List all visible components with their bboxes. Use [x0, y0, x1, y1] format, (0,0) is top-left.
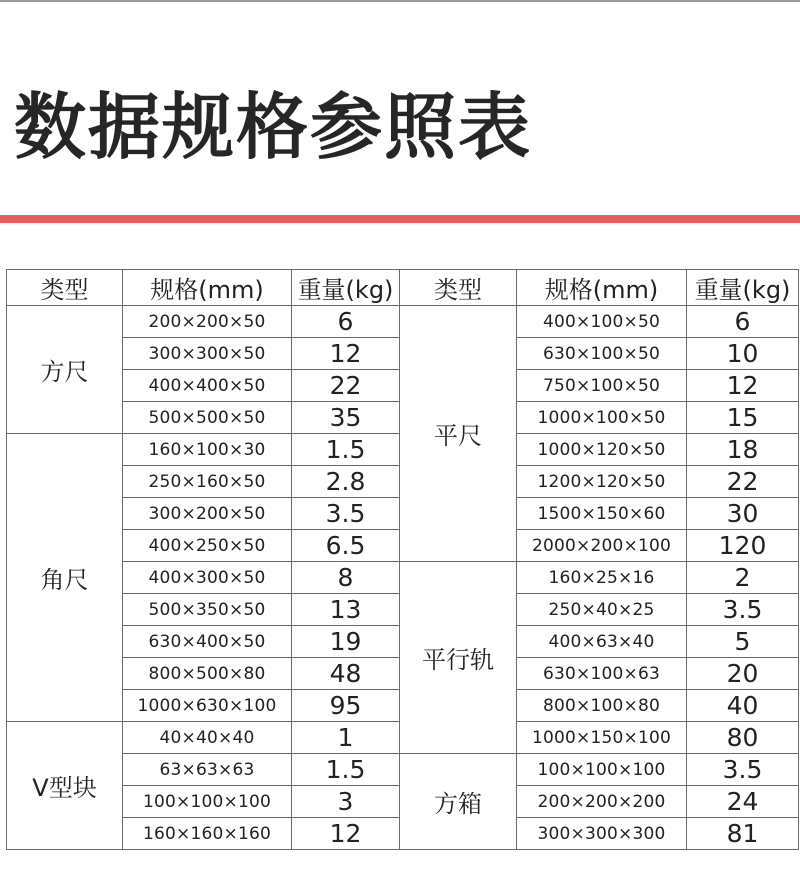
spec-cell-right: 1000×120×50 — [517, 434, 687, 466]
spec-cell-left: 200×200×50 — [123, 306, 292, 338]
weight-cell-right: 80 — [687, 722, 799, 754]
weight-cell-left: 8 — [292, 562, 400, 594]
spec-cell-left: 63×63×63 — [123, 754, 292, 786]
weight-cell-left: 1 — [292, 722, 400, 754]
spec-cell-right: 800×100×80 — [517, 690, 687, 722]
spec-cell-left: 400×300×50 — [123, 562, 292, 594]
table-row — [7, 562, 799, 594]
spec-cell-right: 630×100×50 — [517, 338, 687, 370]
spec-cell-left: 800×500×80 — [123, 658, 292, 690]
spec-cell-left: 160×160×160 — [123, 818, 292, 850]
weight-cell-right: 12 — [687, 370, 799, 402]
spec-cell-right: 2000×200×100 — [517, 530, 687, 562]
weight-cell-left: 12 — [292, 338, 400, 370]
type-cell-right: 方箱 — [400, 754, 517, 850]
weight-cell-right: 2 — [687, 562, 799, 594]
header-type-right: 类型 — [400, 270, 517, 306]
type-cell-right: 平行轨 — [400, 562, 517, 754]
weight-cell-left: 6.5 — [292, 530, 400, 562]
table-row — [7, 754, 799, 786]
spec-cell-right: 400×63×40 — [517, 626, 687, 658]
spec-cell-right: 1500×150×60 — [517, 498, 687, 530]
header-row — [7, 270, 799, 306]
spec-table-body — [7, 306, 799, 850]
weight-cell-left: 3.5 — [292, 498, 400, 530]
spec-cell-right: 750×100×50 — [517, 370, 687, 402]
spec-cell-right: 630×100×63 — [517, 658, 687, 690]
top-divider — [0, 0, 800, 2]
header-weight-left: 重量(kg) — [292, 270, 400, 306]
spec-cell-left: 400×400×50 — [123, 370, 292, 402]
spec-cell-left: 400×250×50 — [123, 530, 292, 562]
weight-cell-right: 20 — [687, 658, 799, 690]
type-cell-left: V型块 — [7, 722, 123, 850]
accent-divider — [0, 215, 800, 223]
header-spec-left: 规格(mm) — [123, 270, 292, 306]
page-title: 数据规格参照表 — [14, 85, 533, 169]
spec-cell-right: 200×200×200 — [517, 786, 687, 818]
weight-cell-left: 6 — [292, 306, 400, 338]
header-spec-right: 规格(mm) — [517, 270, 687, 306]
spec-cell-left: 300×300×50 — [123, 338, 292, 370]
type-cell-left: 方尺 — [7, 306, 123, 434]
spec-cell-left: 300×200×50 — [123, 498, 292, 530]
weight-cell-right: 15 — [687, 402, 799, 434]
weight-cell-right: 5 — [687, 626, 799, 658]
type-cell-right: 平尺 — [400, 306, 517, 562]
spec-cell-left: 500×350×50 — [123, 594, 292, 626]
weight-cell-left: 48 — [292, 658, 400, 690]
weight-cell-right: 3.5 — [687, 754, 799, 786]
spec-cell-right: 1000×150×100 — [517, 722, 687, 754]
weight-cell-right: 40 — [687, 690, 799, 722]
weight-cell-right: 120 — [687, 530, 799, 562]
weight-cell-right: 10 — [687, 338, 799, 370]
spec-cell-left: 100×100×100 — [123, 786, 292, 818]
weight-cell-right: 22 — [687, 466, 799, 498]
type-cell-left: 角尺 — [7, 434, 123, 722]
spec-cell-right: 160×25×16 — [517, 562, 687, 594]
weight-cell-left: 1.5 — [292, 434, 400, 466]
weight-cell-right: 3.5 — [687, 594, 799, 626]
weight-cell-left: 12 — [292, 818, 400, 850]
spec-cell-left: 250×160×50 — [123, 466, 292, 498]
header-weight-right: 重量(kg) — [687, 270, 799, 306]
weight-cell-right: 81 — [687, 818, 799, 850]
weight-cell-right: 30 — [687, 498, 799, 530]
weight-cell-left: 2.8 — [292, 466, 400, 498]
weight-cell-left: 1.5 — [292, 754, 400, 786]
spec-cell-left: 500×500×50 — [123, 402, 292, 434]
spec-table — [6, 269, 799, 850]
weight-cell-left: 3 — [292, 786, 400, 818]
weight-cell-left: 35 — [292, 402, 400, 434]
spec-cell-right: 300×300×300 — [517, 818, 687, 850]
spec-cell-left: 1000×630×100 — [123, 690, 292, 722]
header-type-left: 类型 — [7, 270, 123, 306]
table-row — [7, 306, 799, 338]
weight-cell-left: 95 — [292, 690, 400, 722]
weight-cell-right: 18 — [687, 434, 799, 466]
weight-cell-left: 22 — [292, 370, 400, 402]
spec-cell-left: 40×40×40 — [123, 722, 292, 754]
spec-cell-left: 160×100×30 — [123, 434, 292, 466]
weight-cell-left: 19 — [292, 626, 400, 658]
spec-cell-right: 1200×120×50 — [517, 466, 687, 498]
weight-cell-right: 6 — [687, 306, 799, 338]
spec-cell-left: 630×400×50 — [123, 626, 292, 658]
spec-cell-right: 1000×100×50 — [517, 402, 687, 434]
spec-cell-right: 250×40×25 — [517, 594, 687, 626]
spec-cell-right: 400×100×50 — [517, 306, 687, 338]
weight-cell-left: 13 — [292, 594, 400, 626]
spec-cell-right: 100×100×100 — [517, 754, 687, 786]
weight-cell-right: 24 — [687, 786, 799, 818]
